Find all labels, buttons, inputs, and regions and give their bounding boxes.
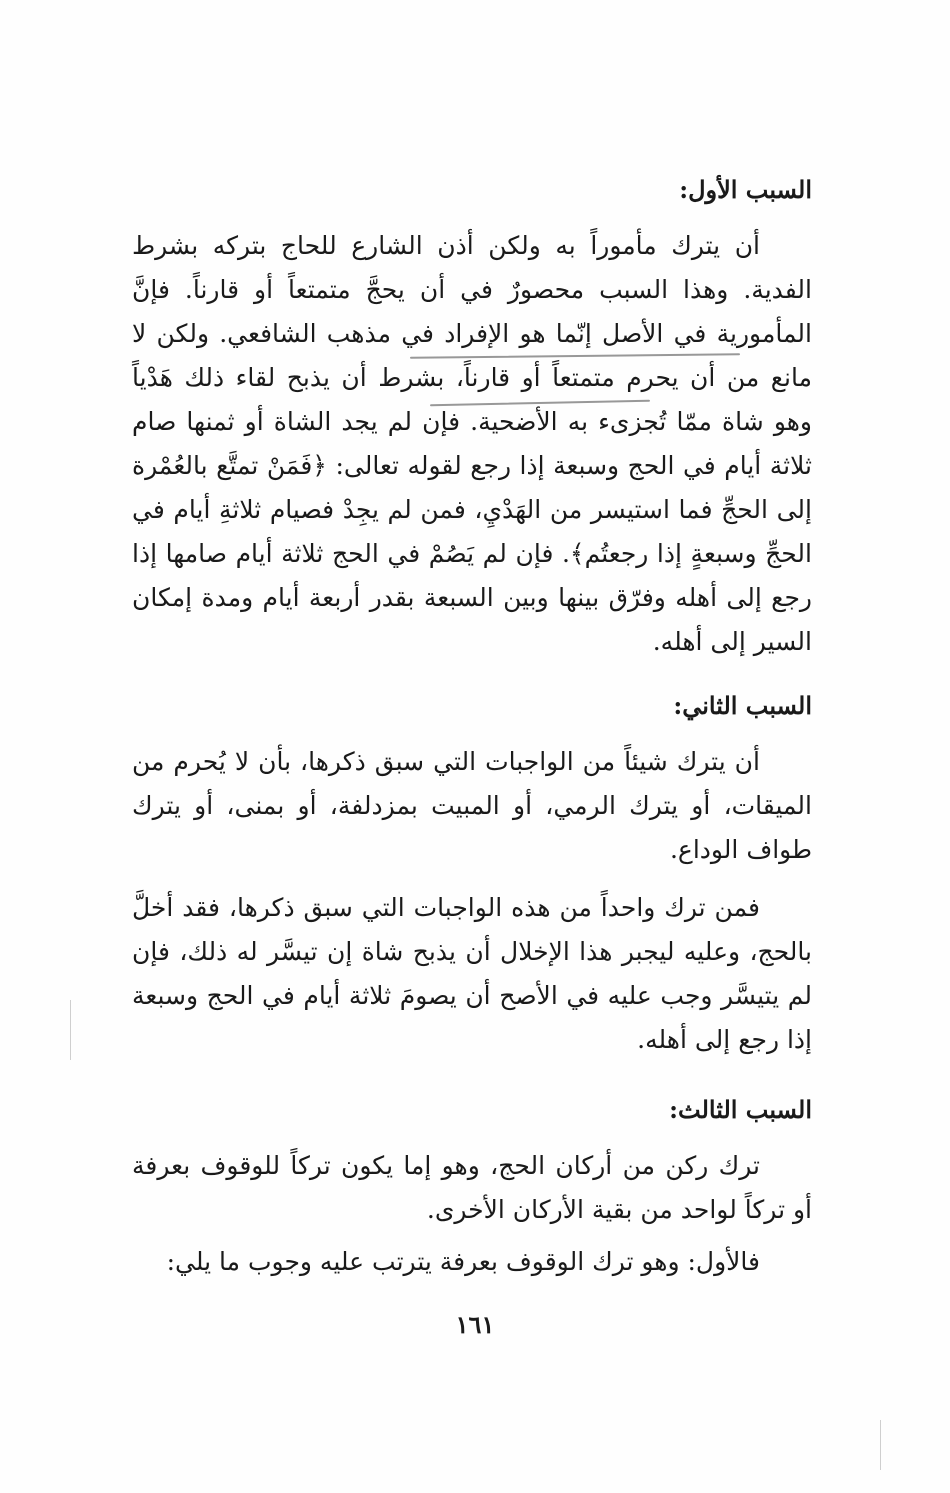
section-third-paragraph-2: فالأول: وهو ترك الوقوف بعرفة يترتب عليه وجوب ما يلي: xyxy=(166,1247,760,1276)
section-heading-second: السبب الثاني: xyxy=(673,691,812,720)
section-second-paragraph-1: أن يترك شيئاً من الواجبات التي سبق ذكرها، بأن لا يُحرم من الميقات، أو يترك الرمي، أو المبيت بمزدلفة، أو بمنى، أو يترك طواف الوداع. xyxy=(132,747,812,864)
page-number: ١٦١ xyxy=(455,1310,495,1339)
section-heading-first: السبب الأول: xyxy=(679,175,812,204)
page-edge-mark xyxy=(880,1420,881,1470)
section-first-paragraph: أن يترك مأموراً به ولكن أذن الشارع للحاج بتركه بشرط الفدية. وهذا السبب محصورٌ في أن يحجَّ متمتعاً أو قارناً. فإنَّ المأمورية في الأصل إنّما هو الإفراد في مذهب الشافعي. ولكن لا مانع من أن يحرم متمتعاً أو قارناً، بشرط أن يذبح لقاء ذلك هَدْياً وهو شاة ممّا تُجزىء به الأضحية. فإن لم يجد الشاة أو ثمنها صام ثلاثة أيام في الحج وسبعة إذا رجع لقوله تعالى: ﴿فَمَنْ تمتَّع بالعُمْرة إلى الحجِّ فما استيسر من الهَدْيِ، فمن لم يجِدْ فصيام ثلاثةِ أيام في الحجِّ وسبعةٍ إذا رجعتُم﴾. فإن لم يَصُمْ في الحج ثلاثة أيام صامها إذا رجع إلى أهله وفرّق بينها وبين السبعة بقدر أربعة أيام ومدة إمكان السير إلى أهله. xyxy=(132,231,812,656)
page-edge-mark xyxy=(70,1000,71,1060)
section-second-paragraph-2: فمن ترك واحداً من هذه الواجبات التي سبق ذكرها، فقد أخلَّ بالحج، وعليه ليجبر هذا الإخلال أن يذبح شاة إن تيسَّر له ذلك، فإن لم يتيسَّر وجب عليه في الأصح أن يصومَ ثلاثة أيام في الحج وسبعة إذا رجع إلى أهله. xyxy=(132,893,812,1054)
section-third-paragraph-1: ترك ركن من أركان الحج، وهو إما يكون تركاً للوقوف بعرفة أو تركاً لواحد من بقية الأركان الأخرى. xyxy=(132,1151,812,1224)
section-heading-third: السبب الثالث: xyxy=(669,1095,812,1124)
